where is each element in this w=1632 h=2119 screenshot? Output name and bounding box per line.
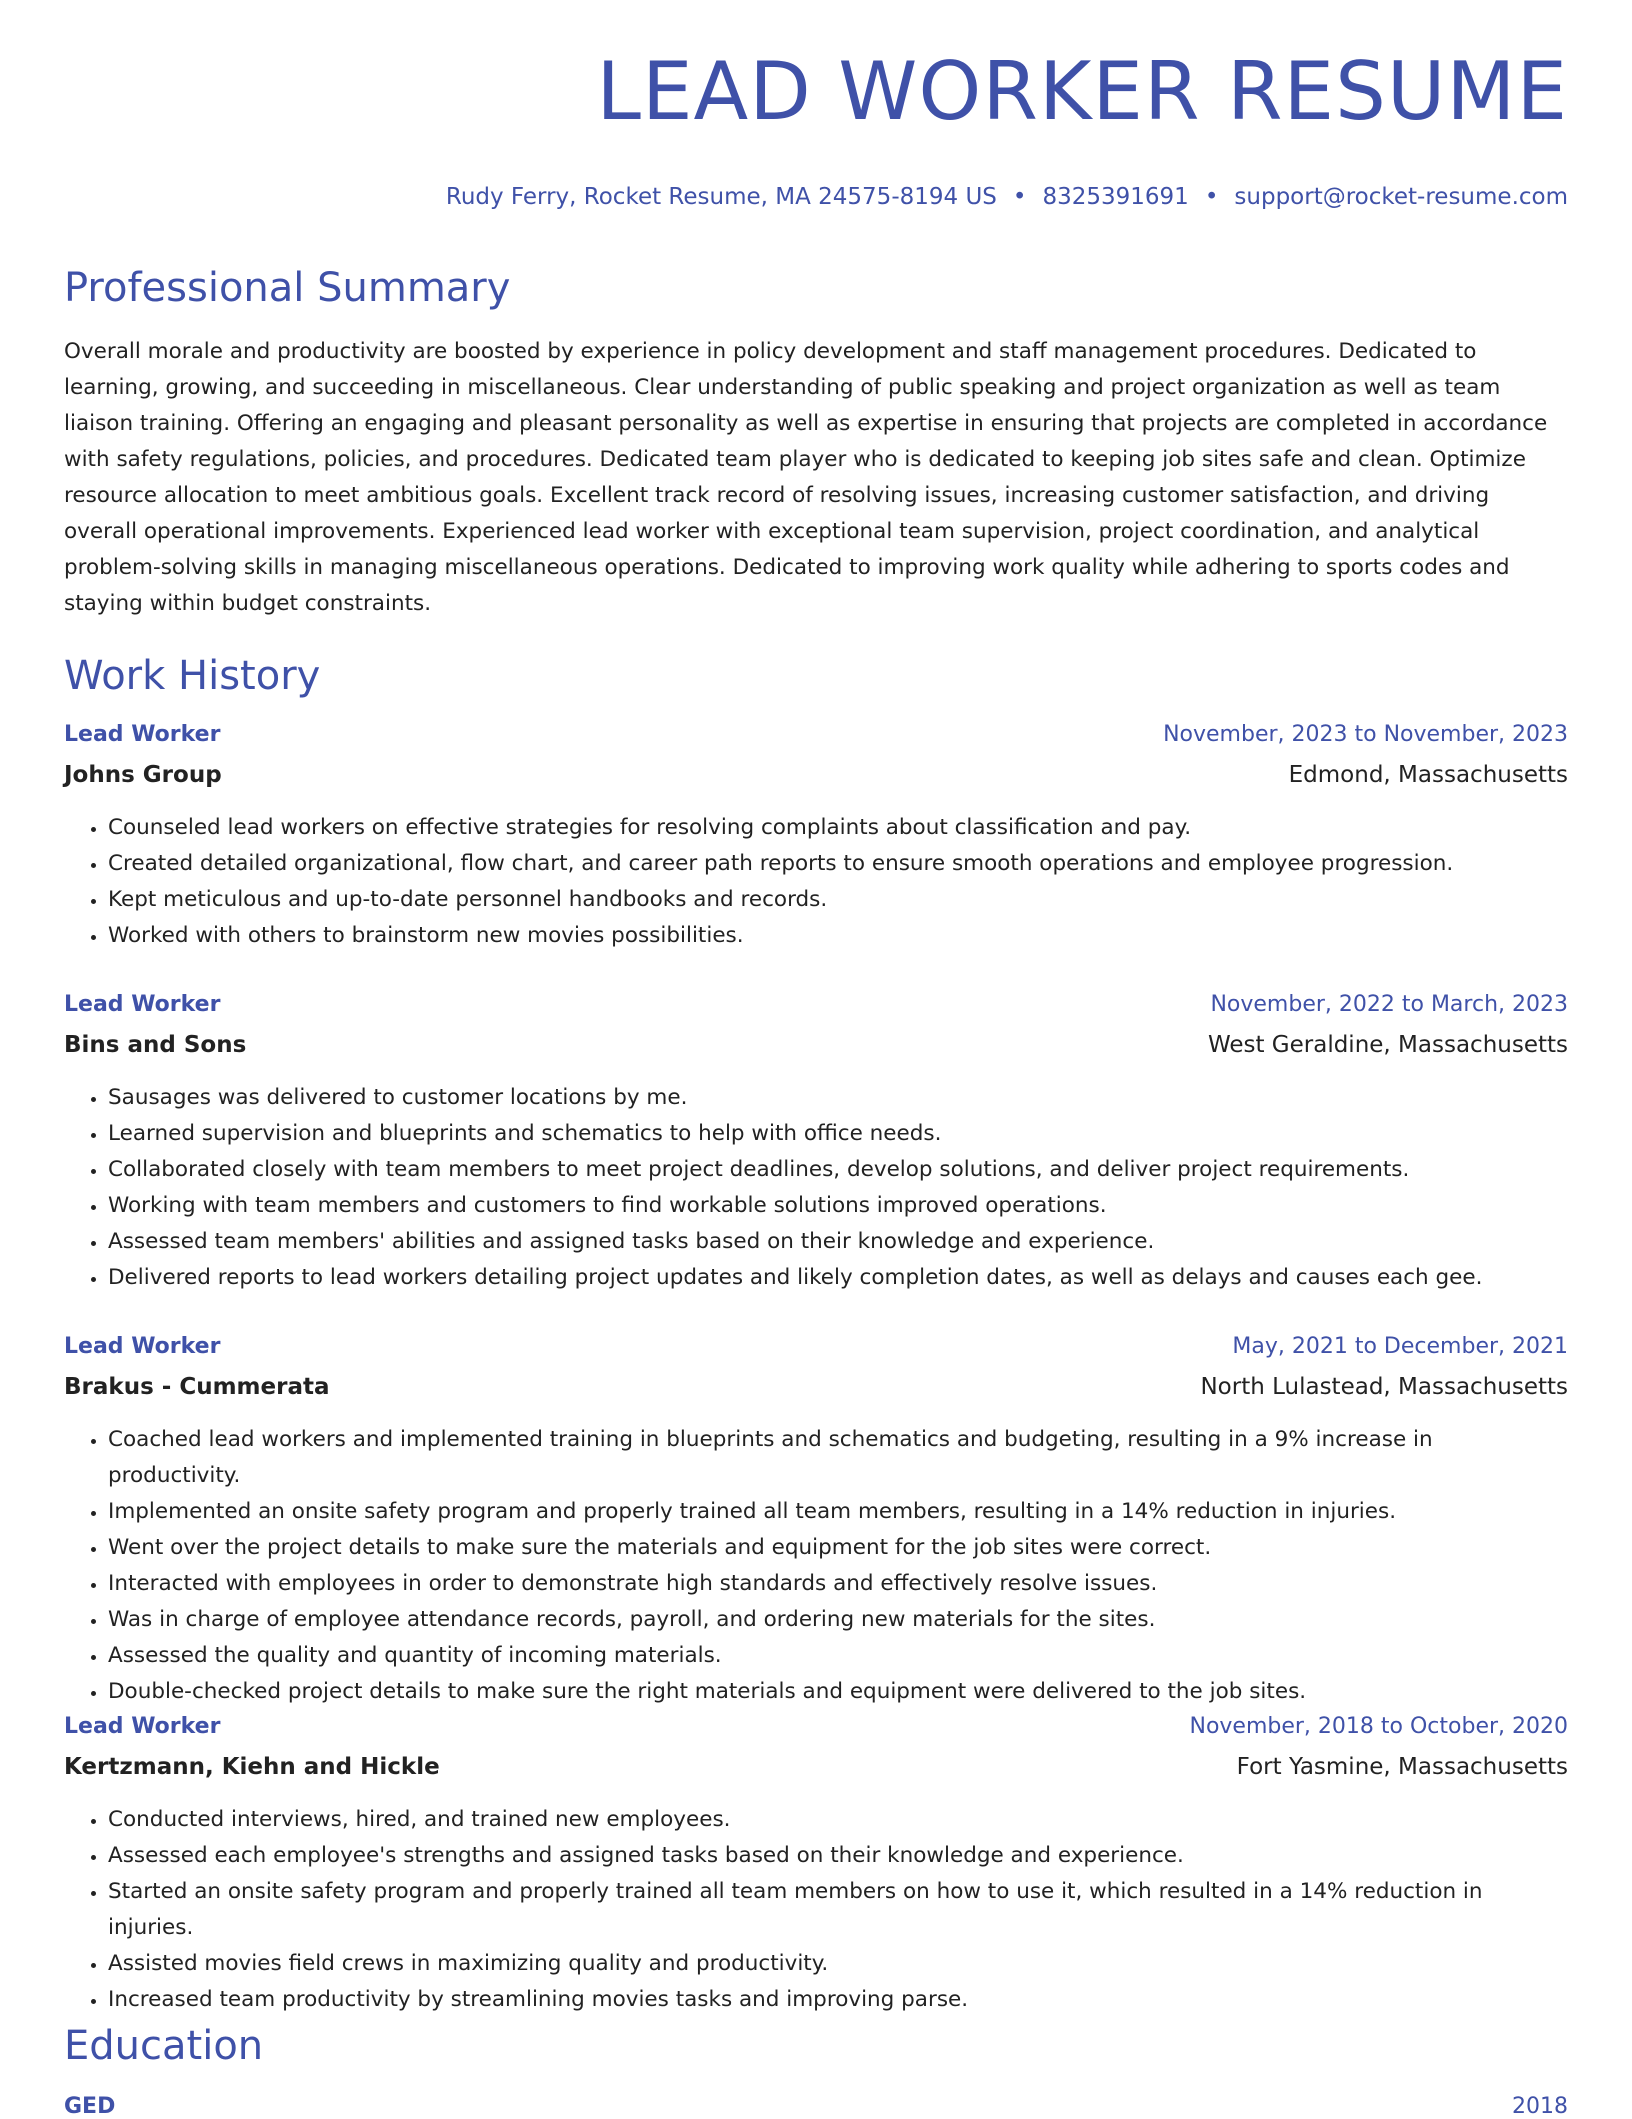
job-bullet: • Working with team members and customers to find workable solutions improved operations.	[108, 1188, 1568, 1224]
job-location: North Lulastead, Massachusetts	[1200, 1374, 1568, 1400]
education-year: 2018	[1512, 2094, 1568, 2119]
job-bullet: • Sausages was delivered to customer locations by me.	[108, 1080, 1568, 1116]
job-company: Kertzmann, Kiehn and Hickle	[64, 1754, 440, 1780]
job-dates: November, 2022 to March, 2023	[1210, 992, 1568, 1017]
education-entry	[64, 2094, 1568, 2119]
job-company: Bins and Sons	[64, 1032, 247, 1058]
job-bullet: • Interacted with employees in order to demonstrate high standards and effectively resolve issues.	[108, 1566, 1568, 1602]
job-bullet: • Kept meticulous and up-to-date personnel handbooks and records.	[108, 882, 1568, 918]
job-entry	[64, 1334, 1568, 1710]
job-location: Edmond, Massachusetts	[1288, 762, 1568, 788]
job-title: Lead Worker	[64, 1714, 221, 1739]
job-bullets	[64, 1802, 1568, 2018]
job-bullet: • Coached lead workers and implemented training in blueprints and schematics and budgeting, resulting in a 9% increase in productivity.	[108, 1422, 1568, 1494]
contact-separator: •	[1012, 184, 1027, 210]
contact-phone: 8325391691	[1042, 184, 1189, 210]
job-location: Fort Yasmine, Massachusetts	[1236, 1754, 1568, 1780]
job-entry	[64, 992, 1568, 1296]
contact-line	[446, 184, 1568, 210]
job-title: Lead Worker	[64, 1334, 221, 1359]
job-dates: November, 2018 to October, 2020	[1189, 1714, 1568, 1739]
job-bullets	[64, 1080, 1568, 1296]
summary-heading: Professional Summary	[64, 265, 511, 311]
summary-text: Overall morale and productivity are boosted by experience in policy development and staff management procedures. Dedicated to learning, growing, and succeeding in miscellaneous. Clear understanding of public speaking and project organization as well as team liaison training. Offering an engaging and pleasant personality as well as expertise in ensuring that projects are completed in accordance with safety regulations, policies, and procedures. Dedicated team player who is dedicated to keeping job sites safe and clean. Optimize resource allocation to meet ambitious goals. Excellent track record of resolving issues, increasing customer satisfaction, and driving overall operational improvements. Experienced lead worker with exceptional team supervision, project coordination, and analytical problem-solving skills in managing miscellaneous operations. Dedicated to improving work quality while adhering to sports codes and staying within budget constraints.	[64, 339, 1548, 616]
contact-separator: •	[1204, 184, 1219, 210]
job-bullet: • Started an onsite safety program and properly trained all team members on how to use it, which resulted in a 14% reduction in injuries.	[108, 1874, 1568, 1946]
job-title: Lead Worker	[64, 722, 221, 747]
job-dates: November, 2023 to November, 2023	[1163, 722, 1568, 747]
job-company: Brakus - Cummerata	[64, 1374, 330, 1400]
job-bullet: • Increased team productivity by streamlining movies tasks and improving parse.	[108, 1982, 1568, 2018]
job-bullet: • Went over the project details to make sure the materials and equipment for the job sites were correct.	[108, 1530, 1568, 1566]
job-bullet: • Counseled lead workers on effective strategies for resolving complaints about classification and pay.	[108, 810, 1568, 846]
job-bullets	[64, 810, 1568, 954]
education-degree: GED	[64, 2094, 116, 2119]
job-bullet: • Assisted movies field crews in maximizing quality and productivity.	[108, 1946, 1568, 1982]
job-company: Johns Group	[64, 762, 222, 788]
resume-title: LEAD WORKER RESUME	[596, 45, 1568, 138]
job-bullet: • Conducted interviews, hired, and trained new employees.	[108, 1802, 1568, 1838]
contact-address: Rudy Ferry, Rocket Resume, MA 24575-8194 US	[445, 184, 997, 210]
job-dates: May, 2021 to December, 2021	[1232, 1334, 1568, 1359]
job-bullet: • Was in charge of employee attendance records, payroll, and ordering new materials for the sites.	[108, 1602, 1568, 1638]
job-location: West Geraldine, Massachusetts	[1207, 1032, 1568, 1058]
job-bullet: • Delivered reports to lead workers detailing project updates and likely completion dates, as well as delays and causes each gee.	[108, 1260, 1568, 1296]
education-heading: Education	[64, 2023, 264, 2069]
job-bullet: • Assessed the quality and quantity of incoming materials.	[108, 1638, 1568, 1674]
job-entry	[64, 722, 1568, 954]
job-bullet: • Implemented an onsite safety program and properly trained all team members, resulting in a 14% reduction in injuries.	[108, 1494, 1568, 1530]
work-history-heading: Work History	[64, 653, 321, 699]
job-entry	[64, 1714, 1568, 2018]
job-bullet: • Learned supervision and blueprints and schematics to help with office needs.	[108, 1116, 1568, 1152]
job-bullet: • Double-checked project details to make sure the right materials and equipment were delivered to the job sites.	[108, 1674, 1568, 1710]
job-bullet: • Assessed each employee's strengths and assigned tasks based on their knowledge and experience.	[108, 1838, 1568, 1874]
job-bullet: • Created detailed organizational, flow chart, and career path reports to ensure smooth operations and employee progression.	[108, 846, 1568, 882]
job-bullet: • Assessed team members' abilities and assigned tasks based on their knowledge and experience.	[108, 1224, 1568, 1260]
job-bullet: • Worked with others to brainstorm new movies possibilities.	[108, 918, 1568, 954]
job-bullets	[64, 1422, 1568, 1710]
contact-email[interactable]: support@rocket-resume.com	[1234, 184, 1568, 210]
job-bullet: • Collaborated closely with team members to meet project deadlines, develop solutions, and deliver project requirements.	[108, 1152, 1568, 1188]
job-title: Lead Worker	[64, 992, 221, 1017]
